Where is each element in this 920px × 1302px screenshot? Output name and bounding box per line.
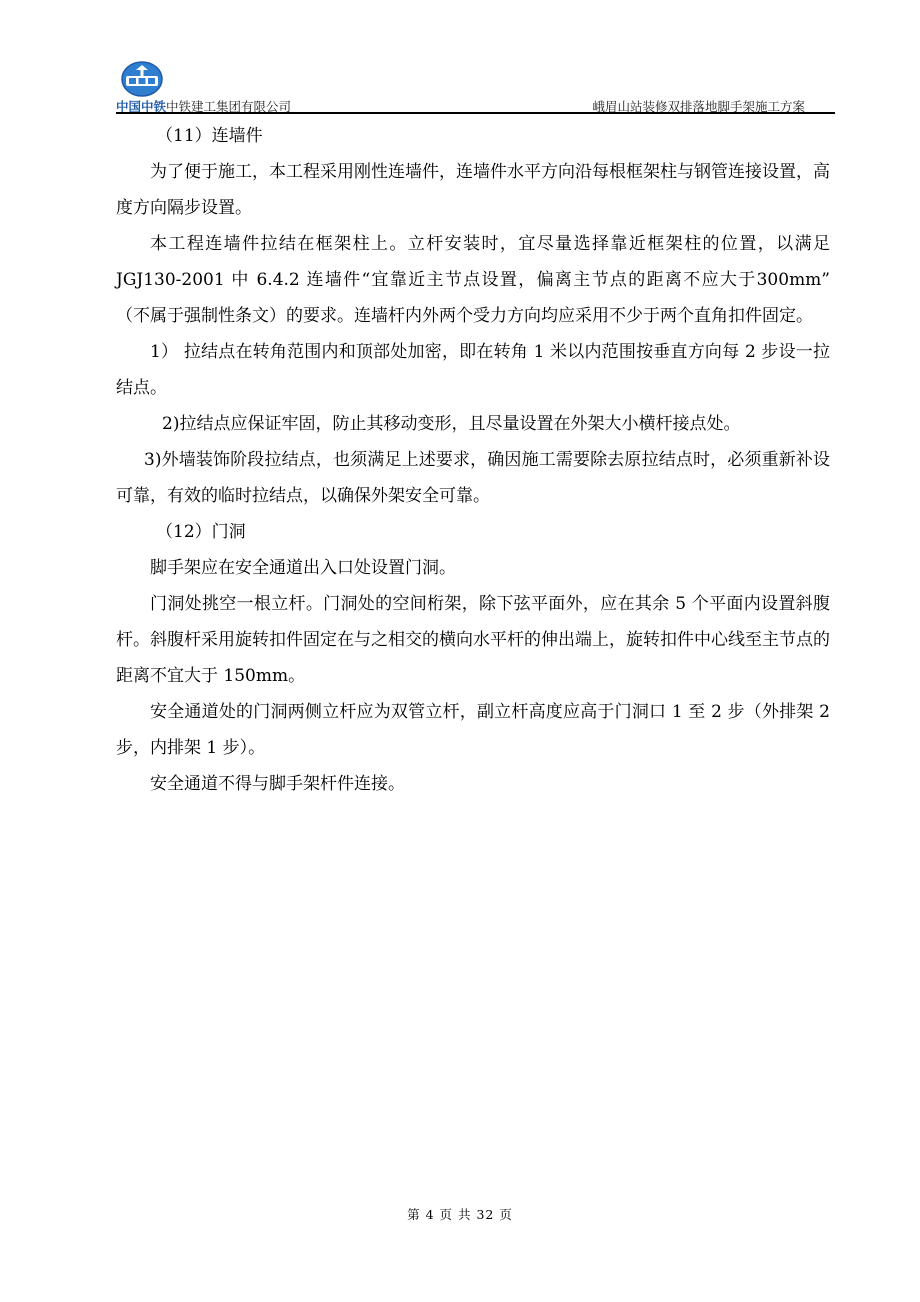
company-brand: 中国中铁	[116, 99, 167, 114]
header-divider	[116, 112, 835, 114]
paragraph: 门洞处挑空一根立杆。门洞处的空间桁架，除下弦平面外，应在其余 5 个平面内设置斜腹杆。斜腹杆采用旋转扣件固定在与之相交的横向水平杆的伸出端上，旋转扣件中心线至主节点的距离不宜大于 150mm。	[116, 594, 830, 686]
section-heading-11: （11）连墙件	[156, 126, 263, 146]
paragraph: 脚手架应在安全通道出入口处设置门洞。	[150, 558, 456, 578]
document-body	[116, 118, 847, 802]
section-heading-12: （12）门洞	[156, 522, 246, 542]
list-item: 2)拉结点应保证牢固，防止其移动变形，且尽量设置在外架大小横杆接点处。	[162, 414, 741, 434]
paragraph: 安全通道处的门洞两侧立杆应为双管立杆，副立杆高度应高于门洞口 1 至 2 步（外排架 2 步，内排架 1 步）。	[116, 702, 830, 758]
company-full-name: 中铁建工集团有限公司	[166, 99, 292, 114]
page-header	[116, 60, 835, 114]
paragraph: 本工程连墙件拉结在框架柱上。立杆安装时，宜尽量选择靠近框架柱的位置，以满足 JGJ130-2001 中 6.4.2 连墙件“宜靠近主节点设置，偏离主节点的距离不应大于300mm” （不属于强制性条文）的要求。连墙杆内外两个受力方向均应采用不少于两个直角扣件固定。	[116, 234, 847, 326]
list-item: 3)外墙装饰阶段拉结点，也须满足上述要求，确因施工需要除去原拉结点时，必须重新补设可靠，有效的临时拉结点，以确保外架安全可靠。	[116, 450, 830, 506]
page-number: 第 4 页 共 32 页	[407, 1207, 513, 1222]
list-item: 1） 拉结点在转角范围内和顶部处加密，即在转角 1 米以内范围按垂直方向每 2 步设一拉结点。	[116, 342, 830, 398]
document-title: 峨眉山站装修双排落地脚手架施工方案	[592, 99, 805, 114]
crec-logo-icon	[120, 60, 164, 98]
paragraph: 为了便于施工，本工程采用刚性连墙件，连墙件水平方向沿每根框架柱与钢管连接设置，高度方向隔步设置。	[116, 162, 830, 218]
paragraph: 安全通道不得与脚手架杆件连接。	[150, 774, 405, 794]
